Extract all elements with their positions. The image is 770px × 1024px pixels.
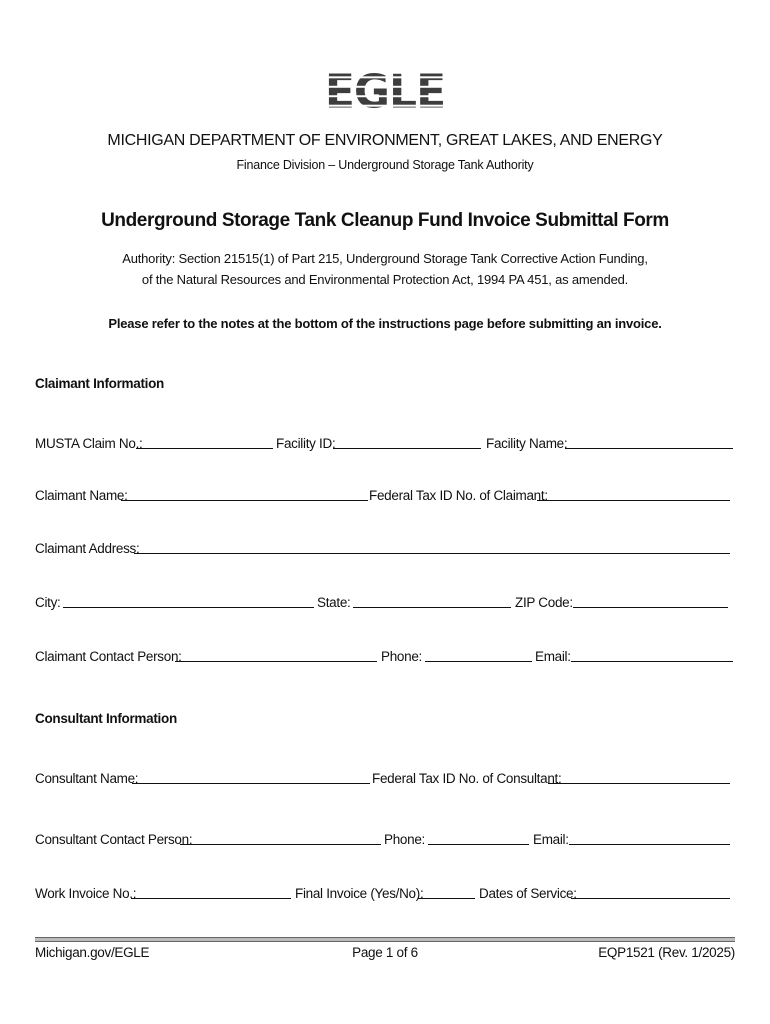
authority-line-1: Authority: Section 21515(1) of Part 215, Underground Storage Tank Corrective Action Funding, — [122, 251, 648, 266]
claimant-email-label: Email: — [535, 649, 571, 664]
footer-page-number: Page 1 of 6 — [352, 945, 418, 960]
facility-name-label: Facility Name: — [486, 436, 568, 451]
consultant-email-field[interactable] — [569, 844, 730, 845]
consultant-contact-row — [35, 829, 735, 849]
musta-claim-field[interactable] — [136, 448, 273, 449]
claimant-name-row — [35, 485, 735, 505]
department-name: MICHIGAN DEPARTMENT OF ENVIRONMENT, GREAT LAKES, AND ENERGY — [107, 132, 663, 149]
dates-of-service-field[interactable] — [571, 898, 730, 899]
facility-id-label: Facility ID: — [276, 436, 336, 451]
claimant-phone-field[interactable] — [425, 661, 532, 662]
claimant-address-field[interactable] — [134, 553, 730, 554]
facility-id-field[interactable] — [333, 448, 481, 449]
consultant-section-heading: Consultant Information — [35, 711, 177, 726]
state-label: State: — [317, 595, 351, 610]
claimant-address-label: Claimant Address: — [35, 541, 140, 556]
consultant-tax-id-field[interactable] — [548, 783, 730, 784]
claimant-contact-label: Claimant Contact Person: — [35, 649, 182, 664]
work-invoice-field[interactable] — [131, 898, 291, 899]
footer-form-id: EQP1521 (Rev. 1/2025) — [598, 945, 735, 960]
facility-name-field[interactable] — [565, 448, 733, 449]
consultant-name-field[interactable] — [132, 783, 370, 784]
claimant-contact-row — [35, 646, 735, 666]
claimant-name-label: Claimant Name: — [35, 488, 128, 503]
invoice-row — [35, 883, 735, 903]
consultant-phone-field[interactable] — [428, 844, 529, 845]
claimant-email-field[interactable] — [571, 661, 733, 662]
city-field[interactable] — [63, 607, 314, 608]
consultant-name-label: Consultant Name: — [35, 771, 139, 786]
claimant-tax-id-field[interactable] — [537, 500, 730, 501]
consultant-email-label: Email: — [533, 832, 569, 847]
division-name: Finance Division – Underground Storage Tank Authority — [236, 158, 534, 172]
claimant-phone-label: Phone: — [381, 649, 422, 664]
claimant-section-heading: Claimant Information — [35, 376, 165, 391]
dates-of-service-label: Dates of Service: — [479, 886, 577, 901]
claimant-name-field[interactable] — [121, 500, 368, 501]
consultant-phone-label: Phone: — [384, 832, 425, 847]
zip-field[interactable] — [573, 607, 728, 608]
claimant-address-row — [35, 538, 735, 558]
zip-label: ZIP Code: — [515, 595, 573, 610]
footer-website: Michigan.gov/EGLE — [35, 945, 150, 960]
city-state-zip-row — [35, 592, 735, 612]
final-invoice-label: Final Invoice (Yes/No): — [295, 886, 424, 901]
state-field[interactable] — [353, 607, 511, 608]
submission-notice: Please refer to the notes at the bottom of the instructions page before submitting an invoice. — [108, 316, 662, 331]
musta-claim-label: MUSTA Claim No.: — [35, 436, 143, 451]
authority-text — [0, 248, 770, 290]
work-invoice-label: Work Invoice No.: — [35, 886, 137, 901]
consultant-contact-field[interactable] — [180, 844, 381, 845]
footer-divider — [35, 937, 735, 942]
city-label: City: — [35, 595, 61, 610]
egle-logo — [324, 65, 446, 120]
consultant-contact-label: Consultant Contact Person: — [35, 832, 193, 847]
claimant-contact-field[interactable] — [175, 661, 377, 662]
logo-text: EGLE — [324, 65, 446, 120]
authority-line-2: of the Natural Resources and Environmental Protection Act, 1994 PA 451, as amended. — [141, 272, 629, 287]
consultant-name-row — [35, 768, 735, 788]
consultant-tax-id-label: Federal Tax ID No. of Consultant: — [372, 771, 562, 786]
final-invoice-field[interactable] — [418, 898, 475, 899]
claim-facility-row — [35, 433, 735, 453]
form-title: Underground Storage Tank Cleanup Fund Invoice Submittal Form — [101, 210, 669, 231]
claimant-tax-id-label: Federal Tax ID No. of Claimant: — [369, 488, 548, 503]
